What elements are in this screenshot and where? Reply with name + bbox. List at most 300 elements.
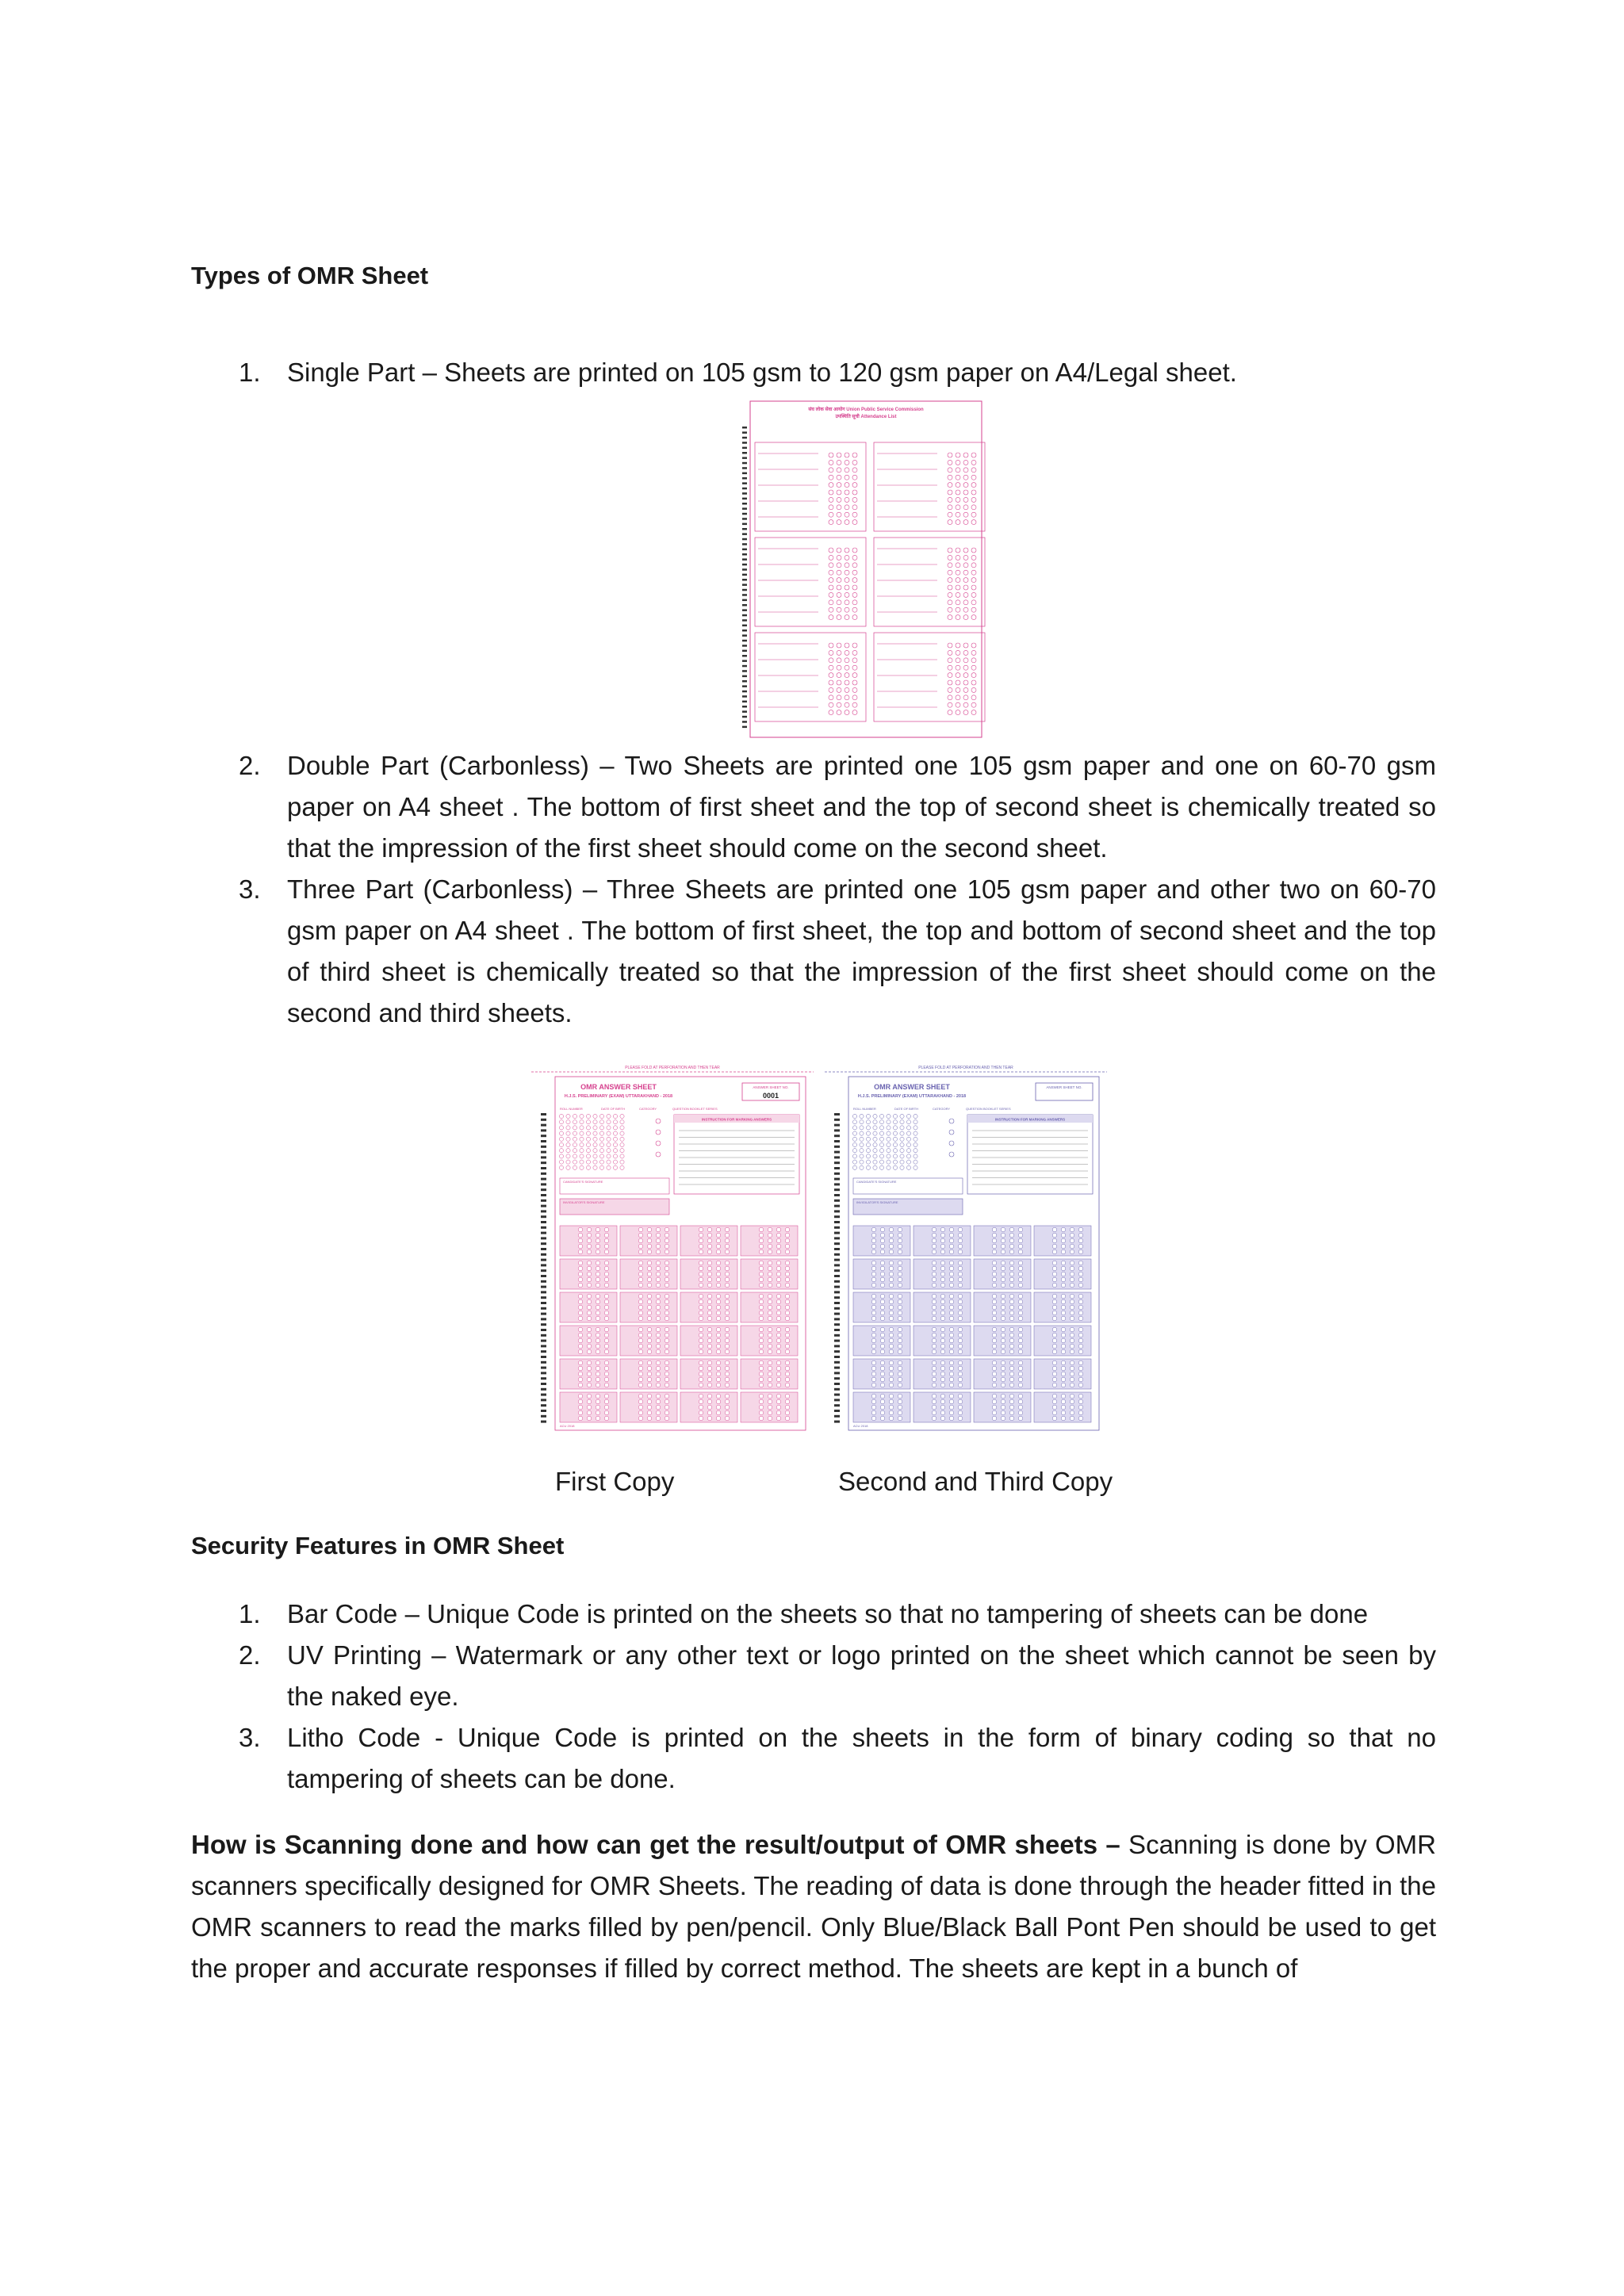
timing-mark bbox=[742, 629, 747, 632]
answer-bubble bbox=[707, 1338, 712, 1343]
answer-bubble bbox=[1078, 1227, 1083, 1232]
timing-mark bbox=[541, 1173, 546, 1175]
answer-bubble bbox=[1001, 1227, 1005, 1232]
timing-mark bbox=[834, 1377, 840, 1380]
timing-mark bbox=[541, 1275, 546, 1277]
answer-bubble bbox=[889, 1244, 894, 1249]
timing-mark bbox=[834, 1291, 840, 1293]
answer-bubble bbox=[578, 1266, 583, 1271]
answer-bubble bbox=[1001, 1405, 1005, 1410]
answer-bubble bbox=[880, 1238, 885, 1243]
timing-mark bbox=[541, 1183, 546, 1185]
timing-mark bbox=[834, 1232, 840, 1234]
answer-bubble bbox=[638, 1399, 643, 1404]
answer-bubble bbox=[725, 1372, 730, 1376]
answer-bubble bbox=[716, 1227, 721, 1232]
answer-bubble bbox=[638, 1277, 643, 1282]
timing-mark bbox=[541, 1135, 546, 1137]
answer-bubble bbox=[759, 1405, 764, 1410]
answer-bubble bbox=[992, 1327, 997, 1332]
answer-bubble bbox=[1009, 1327, 1014, 1332]
answer-bubble bbox=[596, 1394, 600, 1399]
answer-bubble bbox=[776, 1366, 781, 1371]
answer-bubble bbox=[940, 1399, 945, 1404]
answer-bubble bbox=[1009, 1399, 1014, 1404]
answer-bubble bbox=[716, 1311, 721, 1315]
answer-bubble bbox=[647, 1283, 652, 1288]
answer-bubble bbox=[638, 1416, 643, 1421]
answer-bubble bbox=[647, 1299, 652, 1304]
timing-mark bbox=[541, 1253, 546, 1256]
answer-bubble bbox=[1001, 1316, 1005, 1321]
answer-bubble bbox=[647, 1316, 652, 1321]
answer-bubble bbox=[932, 1405, 936, 1410]
timing-mark bbox=[742, 473, 747, 475]
answer-bubble bbox=[1061, 1327, 1066, 1332]
answer-bubble bbox=[656, 1311, 661, 1315]
answer-bubble bbox=[638, 1233, 643, 1238]
answer-bubble bbox=[889, 1344, 894, 1349]
answer-bubble bbox=[958, 1272, 963, 1276]
answer-bubble bbox=[656, 1261, 661, 1265]
answer-bubble bbox=[725, 1399, 730, 1404]
answer-bubble bbox=[871, 1372, 876, 1376]
answer-bubble bbox=[871, 1233, 876, 1238]
answer-bubble bbox=[1001, 1416, 1005, 1421]
answer-bubble bbox=[699, 1277, 703, 1282]
answer-bubble bbox=[596, 1372, 600, 1376]
answer-bubble bbox=[725, 1383, 730, 1387]
answer-bubble bbox=[1078, 1344, 1083, 1349]
answer-bubble bbox=[638, 1272, 643, 1276]
answer-bubble bbox=[1009, 1316, 1014, 1321]
answer-bubble bbox=[759, 1272, 764, 1276]
answer-bubble bbox=[1018, 1294, 1023, 1299]
timing-mark bbox=[541, 1156, 546, 1158]
answer-bubble bbox=[768, 1244, 772, 1249]
timing-mark bbox=[834, 1421, 840, 1423]
answer-bubble bbox=[768, 1360, 772, 1365]
answer-bubble bbox=[898, 1249, 902, 1254]
answer-bubble bbox=[759, 1299, 764, 1304]
answer-bubble bbox=[1061, 1227, 1066, 1232]
answer-bubble bbox=[716, 1338, 721, 1343]
answer-bubble bbox=[638, 1349, 643, 1354]
timing-mark bbox=[541, 1415, 546, 1418]
answer-bubble bbox=[992, 1366, 997, 1371]
timing-mark bbox=[834, 1178, 840, 1181]
answer-bubble bbox=[785, 1227, 790, 1232]
timing-mark bbox=[834, 1173, 840, 1175]
answer-bubble bbox=[759, 1377, 764, 1382]
timing-mark bbox=[834, 1167, 840, 1169]
answer-bubble bbox=[707, 1299, 712, 1304]
answer-bubble bbox=[1018, 1233, 1023, 1238]
answer-bubble bbox=[768, 1410, 772, 1415]
answer-bubble bbox=[871, 1338, 876, 1343]
answer-bubble bbox=[587, 1266, 592, 1271]
answer-bubble bbox=[1018, 1327, 1023, 1332]
answer-bubble bbox=[759, 1249, 764, 1254]
answer-bubble bbox=[776, 1249, 781, 1254]
timing-mark bbox=[834, 1410, 840, 1412]
timing-mark bbox=[541, 1237, 546, 1239]
answer-bubble bbox=[638, 1383, 643, 1387]
answer-bubble bbox=[871, 1299, 876, 1304]
answer-bubble bbox=[1001, 1294, 1005, 1299]
answer-bubble bbox=[958, 1377, 963, 1382]
timing-mark bbox=[834, 1237, 840, 1239]
timing-mark bbox=[541, 1161, 546, 1164]
answer-bubble bbox=[992, 1311, 997, 1315]
timing-mark bbox=[742, 625, 747, 627]
answer-bubble bbox=[1001, 1377, 1005, 1382]
answer-bubble bbox=[785, 1405, 790, 1410]
answer-bubble bbox=[587, 1244, 592, 1249]
answer-bubble bbox=[1070, 1349, 1074, 1354]
list-item: 3. Three Part (Carbonless) – Three Sheets are printed one 105 gsm paper and other two on 60-70 gsm paper on A4 sheet . The bottom of first sheet, the top and bottom of second sheet and the top of third sheet is chemically treated so that the impression of the first sheet should come on the second and third sheets. bbox=[239, 874, 1436, 1027]
answer-bubble bbox=[596, 1405, 600, 1410]
answer-bubble bbox=[604, 1349, 609, 1354]
answer-bubble bbox=[699, 1338, 703, 1343]
answer-bubble bbox=[725, 1238, 730, 1243]
list-item: 2. UV Printing – Watermark or any other text or logo printed on the sheet which cannot be seen by the naked eye. bbox=[239, 1640, 1436, 1711]
timing-mark bbox=[742, 710, 747, 713]
answer-bubble bbox=[940, 1338, 945, 1343]
answer-bubble bbox=[1070, 1305, 1074, 1310]
answer-bubble bbox=[665, 1416, 669, 1421]
answer-bubble bbox=[880, 1311, 885, 1315]
answer-bubble bbox=[871, 1244, 876, 1249]
answer-bubble bbox=[1061, 1233, 1066, 1238]
answer-bubble bbox=[932, 1410, 936, 1415]
answer-bubble bbox=[992, 1294, 997, 1299]
answer-bubble bbox=[1070, 1244, 1074, 1249]
answer-bubble bbox=[699, 1233, 703, 1238]
timing-mark bbox=[742, 427, 747, 429]
answer-bubble bbox=[699, 1360, 703, 1365]
answer-bubble bbox=[1070, 1261, 1074, 1265]
answer-bubble bbox=[665, 1233, 669, 1238]
timing-mark bbox=[541, 1345, 546, 1347]
answer-bubble bbox=[656, 1333, 661, 1337]
answer-bubble bbox=[716, 1394, 721, 1399]
answer-bubble bbox=[958, 1344, 963, 1349]
answer-bubble bbox=[587, 1349, 592, 1354]
answer-bubble bbox=[1018, 1244, 1023, 1249]
answer-bubble bbox=[1061, 1299, 1066, 1304]
timing-mark bbox=[541, 1264, 546, 1266]
answer-bubble bbox=[940, 1410, 945, 1415]
timing-mark bbox=[834, 1226, 840, 1229]
answer-bubble bbox=[578, 1338, 583, 1343]
answer-bubble bbox=[776, 1244, 781, 1249]
answer-bubble bbox=[776, 1383, 781, 1387]
answer-bubble bbox=[1078, 1410, 1083, 1415]
timing-mark bbox=[541, 1383, 546, 1385]
answer-bubble bbox=[785, 1249, 790, 1254]
answer-bubble bbox=[759, 1372, 764, 1376]
answer-bubble bbox=[604, 1238, 609, 1243]
answer-bubble bbox=[958, 1316, 963, 1321]
answer-bubble bbox=[665, 1277, 669, 1282]
answer-bubble bbox=[880, 1360, 885, 1365]
answer-bubble bbox=[725, 1294, 730, 1299]
answer-bubble bbox=[1052, 1333, 1057, 1337]
answer-bubble bbox=[785, 1377, 790, 1382]
answer-bubble bbox=[587, 1394, 592, 1399]
answer-bubble bbox=[889, 1366, 894, 1371]
answer-bubble bbox=[1052, 1405, 1057, 1410]
answer-bubble bbox=[707, 1316, 712, 1321]
answer-bubble bbox=[587, 1410, 592, 1415]
timing-mark bbox=[834, 1345, 840, 1347]
answer-bubble bbox=[785, 1360, 790, 1365]
answer-bubble bbox=[578, 1227, 583, 1232]
candidate-signature-label: CANDIDATE'S SIGNATURE bbox=[856, 1180, 897, 1184]
timing-mark bbox=[834, 1151, 840, 1154]
answer-bubble bbox=[1018, 1349, 1023, 1354]
answer-bubble bbox=[889, 1294, 894, 1299]
answer-bubble bbox=[785, 1366, 790, 1371]
answer-bubble bbox=[1001, 1244, 1005, 1249]
answer-bubble bbox=[940, 1266, 945, 1271]
answer-bubble bbox=[958, 1238, 963, 1243]
answer-bubble bbox=[898, 1360, 902, 1365]
timing-mark bbox=[834, 1200, 840, 1202]
answer-bubble bbox=[949, 1316, 954, 1321]
timing-mark bbox=[834, 1313, 840, 1315]
answer-bubble bbox=[656, 1366, 661, 1371]
answer-bubble bbox=[898, 1305, 902, 1310]
answer-bubble bbox=[596, 1366, 600, 1371]
answer-bubble bbox=[880, 1372, 885, 1376]
timing-mark bbox=[541, 1210, 546, 1212]
answer-bubble bbox=[776, 1238, 781, 1243]
answer-bubble bbox=[699, 1294, 703, 1299]
timing-mark bbox=[541, 1361, 546, 1364]
answer-bubble bbox=[647, 1394, 652, 1399]
answer-bubble bbox=[1078, 1238, 1083, 1243]
answer-bubble bbox=[940, 1349, 945, 1354]
timing-mark bbox=[834, 1215, 840, 1218]
first-copy-omr-image bbox=[531, 1058, 814, 1435]
answer-bubble bbox=[578, 1344, 583, 1349]
answer-bubble bbox=[898, 1272, 902, 1276]
answer-bubble bbox=[587, 1316, 592, 1321]
answer-bubble bbox=[578, 1372, 583, 1376]
answer-bubble bbox=[1061, 1338, 1066, 1343]
answer-bubble bbox=[880, 1333, 885, 1337]
answer-bubble bbox=[1009, 1294, 1014, 1299]
answer-bubble bbox=[1070, 1249, 1074, 1254]
answer-bubble bbox=[871, 1261, 876, 1265]
answer-bubble bbox=[604, 1305, 609, 1310]
timing-mark bbox=[742, 645, 747, 647]
timing-mark bbox=[834, 1183, 840, 1185]
answer-bubble bbox=[647, 1227, 652, 1232]
timing-mark bbox=[541, 1167, 546, 1169]
answer-bubble bbox=[587, 1227, 592, 1232]
answer-bubble bbox=[596, 1277, 600, 1282]
answer-bubble bbox=[1070, 1416, 1074, 1421]
answer-bubble bbox=[665, 1372, 669, 1376]
answer-bubble bbox=[665, 1405, 669, 1410]
answer-bubble bbox=[871, 1333, 876, 1337]
answer-bubble bbox=[898, 1344, 902, 1349]
answer-bubble bbox=[1018, 1333, 1023, 1337]
answer-bubble bbox=[880, 1227, 885, 1232]
answer-bubble bbox=[1052, 1316, 1057, 1321]
answer-bubble bbox=[638, 1299, 643, 1304]
answer-bubble bbox=[958, 1311, 963, 1315]
answer-bubble bbox=[768, 1272, 772, 1276]
answer-bubble bbox=[898, 1349, 902, 1354]
answer-bubble bbox=[1070, 1238, 1074, 1243]
answer-bubble bbox=[604, 1383, 609, 1387]
answer-bubble bbox=[776, 1277, 781, 1282]
answer-bubble bbox=[768, 1383, 772, 1387]
timing-mark bbox=[541, 1410, 546, 1412]
answer-bubble bbox=[647, 1233, 652, 1238]
answer-bubble bbox=[880, 1377, 885, 1382]
answer-bubble bbox=[699, 1266, 703, 1271]
timing-mark bbox=[541, 1242, 546, 1245]
timing-mark bbox=[742, 665, 747, 668]
answer-bubble bbox=[699, 1383, 703, 1387]
answer-bubble bbox=[768, 1283, 772, 1288]
answer-bubble bbox=[604, 1244, 609, 1249]
answer-bubble bbox=[932, 1311, 936, 1315]
answer-bubble bbox=[1018, 1338, 1023, 1343]
answer-bubble bbox=[1018, 1360, 1023, 1365]
answer-bubble bbox=[776, 1349, 781, 1354]
answer-bubble bbox=[1009, 1372, 1014, 1376]
answer-bubble bbox=[1018, 1405, 1023, 1410]
answer-bubble bbox=[699, 1238, 703, 1243]
answer-bubble bbox=[699, 1333, 703, 1337]
answer-bubble bbox=[871, 1349, 876, 1354]
answer-bubble bbox=[958, 1410, 963, 1415]
answer-bubble bbox=[932, 1399, 936, 1404]
types-list-part2 bbox=[191, 745, 1436, 1034]
answer-bubble bbox=[871, 1227, 876, 1232]
instructions-label: INSTRUCTION FOR MARKING ANSWERS bbox=[701, 1117, 772, 1122]
answer-bubble bbox=[940, 1305, 945, 1310]
answer-bubble bbox=[596, 1311, 600, 1315]
answer-bubble bbox=[1001, 1383, 1005, 1387]
dob-label: DATE OF BIRTH bbox=[894, 1107, 919, 1111]
answer-bubble bbox=[578, 1283, 583, 1288]
answer-bubble bbox=[871, 1366, 876, 1371]
answer-bubble bbox=[725, 1360, 730, 1365]
answer-bubble bbox=[898, 1399, 902, 1404]
answer-bubble bbox=[638, 1360, 643, 1365]
answer-bubble bbox=[604, 1405, 609, 1410]
answer-bubble bbox=[1070, 1233, 1074, 1238]
answer-bubble bbox=[1052, 1249, 1057, 1254]
answer-bubble bbox=[578, 1272, 583, 1276]
answer-bubble bbox=[1078, 1283, 1083, 1288]
answer-bubble bbox=[768, 1405, 772, 1410]
answer-bubble bbox=[578, 1249, 583, 1254]
answer-bubble bbox=[898, 1299, 902, 1304]
answer-bubble bbox=[768, 1299, 772, 1304]
answer-bubble bbox=[707, 1327, 712, 1332]
answer-bubble bbox=[656, 1244, 661, 1249]
answer-bubble bbox=[699, 1244, 703, 1249]
answer-bubble bbox=[992, 1394, 997, 1399]
answer-bubble bbox=[665, 1311, 669, 1315]
answer-bubble bbox=[1009, 1405, 1014, 1410]
answer-bubble bbox=[656, 1405, 661, 1410]
timing-mark bbox=[834, 1340, 840, 1342]
answer-bubble bbox=[871, 1283, 876, 1288]
answer-bubble bbox=[665, 1377, 669, 1382]
timing-mark bbox=[742, 680, 747, 683]
answer-bubble bbox=[656, 1416, 661, 1421]
answer-bubble bbox=[665, 1338, 669, 1343]
answer-bubble bbox=[638, 1394, 643, 1399]
answer-bubble bbox=[604, 1366, 609, 1371]
answer-bubble bbox=[604, 1283, 609, 1288]
answer-bubble bbox=[776, 1344, 781, 1349]
answer-bubble bbox=[898, 1383, 902, 1387]
answer-bubble bbox=[604, 1338, 609, 1343]
answer-bubble bbox=[871, 1360, 876, 1365]
answer-bubble bbox=[785, 1305, 790, 1310]
answer-bubble bbox=[958, 1360, 963, 1365]
answer-bubble bbox=[1061, 1349, 1066, 1354]
answer-bubble bbox=[949, 1266, 954, 1271]
timing-mark bbox=[742, 568, 747, 571]
answer-bubble bbox=[656, 1277, 661, 1282]
answer-bubble bbox=[898, 1410, 902, 1415]
answer-bubble bbox=[992, 1399, 997, 1404]
timing-mark bbox=[742, 553, 747, 556]
answer-bubble bbox=[725, 1299, 730, 1304]
answer-bubble bbox=[665, 1244, 669, 1249]
answer-bubble bbox=[1001, 1311, 1005, 1315]
answer-bubble bbox=[992, 1349, 997, 1354]
timing-mark bbox=[834, 1275, 840, 1277]
answer-bubble bbox=[587, 1311, 592, 1315]
answer-bubble bbox=[871, 1405, 876, 1410]
answer-bubble bbox=[699, 1249, 703, 1254]
answer-bubble bbox=[1070, 1316, 1074, 1321]
timing-mark bbox=[541, 1178, 546, 1181]
answer-bubble bbox=[699, 1394, 703, 1399]
answer-bubble bbox=[656, 1249, 661, 1254]
answer-bubble bbox=[958, 1266, 963, 1271]
answer-bubble bbox=[1061, 1305, 1066, 1310]
answer-bubble bbox=[871, 1305, 876, 1310]
answer-bubble bbox=[587, 1283, 592, 1288]
answer-bubble bbox=[785, 1327, 790, 1332]
answer-bubble bbox=[992, 1338, 997, 1343]
answer-bubble bbox=[725, 1344, 730, 1349]
answer-bubble bbox=[1061, 1277, 1066, 1282]
answer-bubble bbox=[1001, 1272, 1005, 1276]
timing-mark bbox=[742, 437, 747, 439]
answer-bubble bbox=[647, 1344, 652, 1349]
answer-bubble bbox=[1061, 1410, 1066, 1415]
answer-bubble bbox=[1070, 1272, 1074, 1276]
answer-bubble bbox=[940, 1244, 945, 1249]
timing-mark bbox=[834, 1404, 840, 1406]
answer-bubble bbox=[785, 1266, 790, 1271]
answer-bubble bbox=[1009, 1349, 1014, 1354]
